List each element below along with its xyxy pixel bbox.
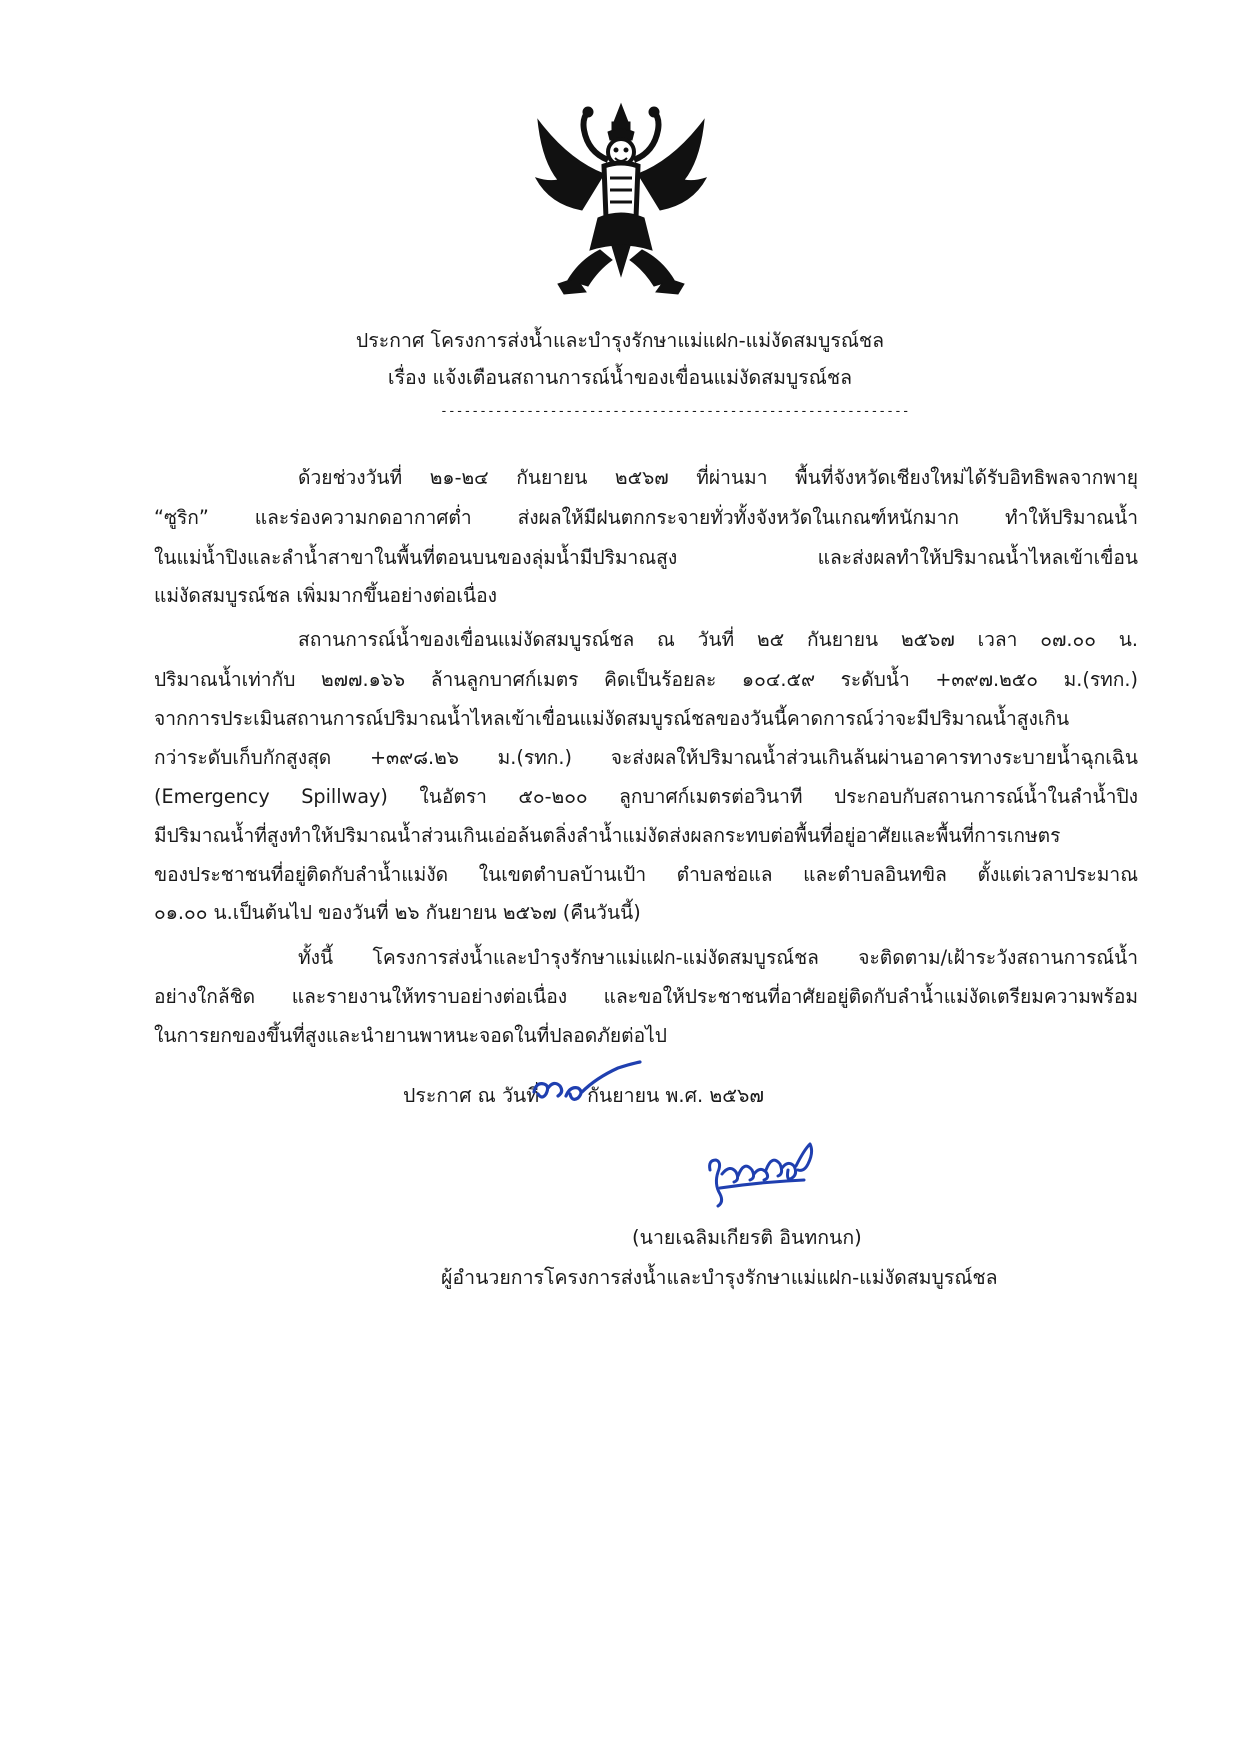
- paragraph-line: ๐๑.๐๐ น.เป็นต้นไป ของวันที่ ๒๖ กันยายน ๒๕๖๗ (คืนวันนี้): [154, 901, 641, 924]
- paragraph-line: มีปริมาณน้ำที่สูงทำให้ปริมาณน้ำส่วนเกินเอ่อล้นตลิ่งลำน้ำแม่งัดส่งผลกระทบต่อพื้นที่อยู่อาศัยและพื้นที่การเกษตร: [154, 824, 1061, 847]
- date-prefix: ประกาศ ณ วันที่: [403, 1084, 540, 1107]
- garuda-emblem-icon: [528, 100, 714, 296]
- paragraph-line: กว่าระดับเก็บกักสูงสุด +๓๙๘.๒๖ ม.(รทก.) จะส่งผลให้ปริมาณน้ำส่วนเกินล้นผ่านอาคารทางระบายน้ำฉุกเฉิน: [154, 746, 1138, 769]
- paragraph-line: “ซูริก” และร่องความกดอากาศต่ำ ส่งผลให้มีฝนตกกระจายทั่วทั้งจังหวัดในเกณฑ์หนักมาก ทำให้ปริมาณน้ำ: [154, 506, 1138, 529]
- announcement-title: ประกาศ โครงการส่งน้ำและบำรุงรักษาแม่แฝก-แม่งัดสมบูรณ์ชล: [355, 329, 885, 352]
- paragraph-line: ด้วยช่วงวันที่ ๒๑-๒๔ กันยายน ๒๕๖๗ ที่ผ่านมา พื้นที่จังหวัดเชียงใหม่ได้รับอิทธิพลจากพายุ: [298, 466, 1138, 489]
- signer-name: (นายเฉลิมเกียรติ อินทกนก): [632, 1226, 862, 1249]
- date-suffix: กันยายน พ.ศ. ๒๕๖๗: [587, 1084, 765, 1107]
- paragraph-line: จากการประเมินสถานการณ์ปริมาณน้ำไหลเข้าเขื่อนแม่งัดสมบูรณ์ชลของวันนี้คาดการณ์ว่าจะมีปริมาณน้ำสูงเกิน: [154, 707, 1070, 730]
- paragraph-line: แม่งัดสมบูรณ์ชล เพิ่มมากขึ้นอย่างต่อเนื่อง: [154, 584, 497, 607]
- paragraph-line: ปริมาณน้ำเท่ากับ ๒๗๗.๑๖๖ ล้านลูกบาศก์เมตร คิดเป็นร้อยละ ๑๐๔.๕๙ ระดับน้ำ +๓๙๗.๒๕๐ ม.(รทก.): [154, 668, 1138, 691]
- paragraph-line: ในการยกของขึ้นที่สูงและนำยานพาหนะจอดในที่ปลอดภัยต่อไป: [154, 1024, 667, 1047]
- separator-rule: ------------------------------------------------------------: [440, 404, 910, 419]
- paragraph-line: อย่างใกล้ชิด และรายงานให้ทราบอย่างต่อเนื่อง และขอให้ประชาชนที่อาศัยอยู่ติดกับลำน้ำแม่งัดเตรียมความพร้อม: [154, 985, 1138, 1008]
- paragraph-line: ของประชาชนที่อยู่ติดกับลำน้ำแม่งัด ในเขตตำบลบ้านเป้า ตำบลช่อแล และตำบลอินทขิล ตั้งแต่เวลาประมาณ: [154, 863, 1138, 886]
- paragraph-line: ในแม่น้ำปิงและลำน้ำสาขาในพื้นที่ตอนบนของลุ่มน้ำมีปริมาณสูง และส่งผลทำให้ปริมาณน้ำไหลเข้าเขื่อน: [154, 546, 1138, 569]
- signature-mark: [700, 1130, 820, 1210]
- announcement-subject: เรื่อง แจ้งเตือนสถานการณ์น้ำของเขื่อนแม่งัดสมบูรณ์ชล: [387, 366, 853, 389]
- paragraph-line: สถานการณ์น้ำของเขื่อนแม่งัดสมบูรณ์ชล ณ วันที่ ๒๕ กันยายน ๒๕๖๗ เวลา ๐๗.๐๐ น.: [298, 628, 1138, 651]
- paragraph-line: (Emergency Spillway) ในอัตรา ๕๐-๒๐๐ ลูกบาศก์เมตรต่อวินาที ประกอบกับสถานการณ์น้ำในลำน้ำปิง: [154, 785, 1138, 808]
- signer-position: ผู้อำนวยการโครงการส่งน้ำและบำรุงรักษาแม่แฝก-แม่งัดสมบูรณ์ชล: [441, 1266, 998, 1289]
- handwritten-day-text: [560, 1078, 587, 1108]
- paragraph-line: ทั้งนี้ โครงการส่งน้ำและบำรุงรักษาแม่แฝก-แม่งัดสมบูรณ์ชล จะติดตาม/เฝ้าระวังสถานการณ์น้ำ: [298, 946, 1138, 969]
